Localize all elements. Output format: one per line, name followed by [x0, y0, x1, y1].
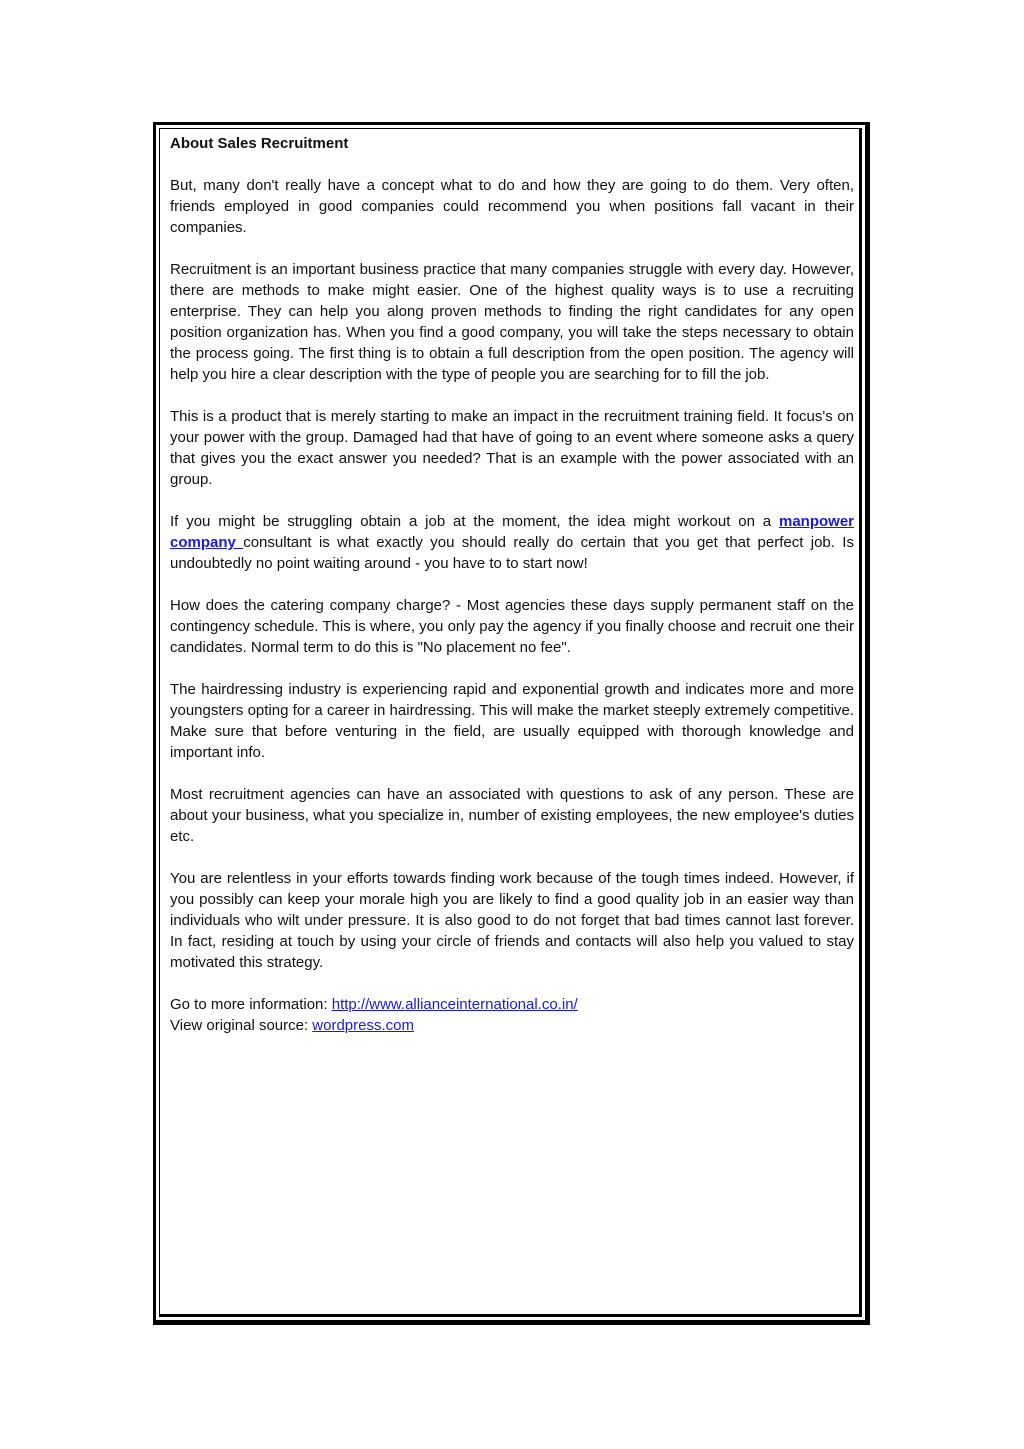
more-info-label: Go to more information: [170, 996, 332, 1013]
paragraph-8: You are relentless in your efforts towards finding work because of the tough times indeed. However, if you possibly can keep your morale high you are likely to find a good quality job in an easier way than individuals who wilt under pressure. It is also good to do not forget that bad times cannot last forever. In fact, residing at touch by using your circle of friends and contacts will also help you valued to stay motivated this strategy. [170, 870, 854, 971]
paragraph-4-before: If you might be struggling obtain a job at the moment, the idea might workout on a [170, 513, 779, 530]
source-link[interactable]: wordpress.com [312, 1017, 414, 1034]
source-label: View original source: [170, 1017, 313, 1034]
paragraph-3: This is a product that is merely starting to make an impact in the recruitment training field. It focus's on your power with the group. Damaged had that have of going to an event where someone asks a query that gives you the exact answer you needed? That is an example with the power associated with an group. [170, 408, 854, 488]
paragraph-1: But, many don't really have a concept what to do and how they are going to do them. Very often, friends employed in good companies could recommend you when positions fall vacant in their companies. [170, 177, 854, 236]
more-info-line [170, 994, 854, 1015]
source-lines [170, 994, 854, 1036]
paragraph-5: How does the catering company charge? - Most agencies these days supply permanent staff on the contingency schedule. This is where, you only pay the agency if you finally choose and recruit one their candidates. Normal term to do this is "No placement no fee". [170, 597, 854, 656]
paragraph-6: The hairdressing industry is experiencing rapid and exponential growth and indicates more and more youngsters opting for a career in hairdressing. This will make the market steeply extremely competitive. Make sure that before venturing in the field, are usually equipped with thorough knowledge and important info. [170, 681, 854, 761]
paragraph-4 [170, 511, 854, 574]
more-info-link[interactable]: http://www.allianceinternational.co.in/ [331, 996, 578, 1013]
source-line [170, 1015, 854, 1036]
paragraph-4-after: consultant is what exactly you should really do certain that you get that perfect job. Is undoubtedly no point waiting around - you have to to start now! [170, 534, 854, 572]
article-title: About Sales Recruitment [170, 135, 349, 152]
manpower-company-link[interactable]: manpower company [170, 513, 854, 551]
paragraph-2: Recruitment is an important business practice that many companies struggle with every day. However, there are methods to make might easier. One of the highest quality ways is to use a recruiting enterprise. They can help you along proven methods to finding the right candidates for any open position organization has. When you find a good company, you will take the steps necessary to obtain the process going. The first thing is to obtain a full description from the open position. The agency will help you hire a clear description with the type of people you are searching for to fill the job. [170, 261, 854, 383]
article-body [170, 133, 854, 1036]
paragraph-7: Most recruitment agencies can have an associated with questions to ask of any person. These are about your business, what you specialize in, number of existing employees, the new employee's duties etc. [170, 786, 854, 845]
